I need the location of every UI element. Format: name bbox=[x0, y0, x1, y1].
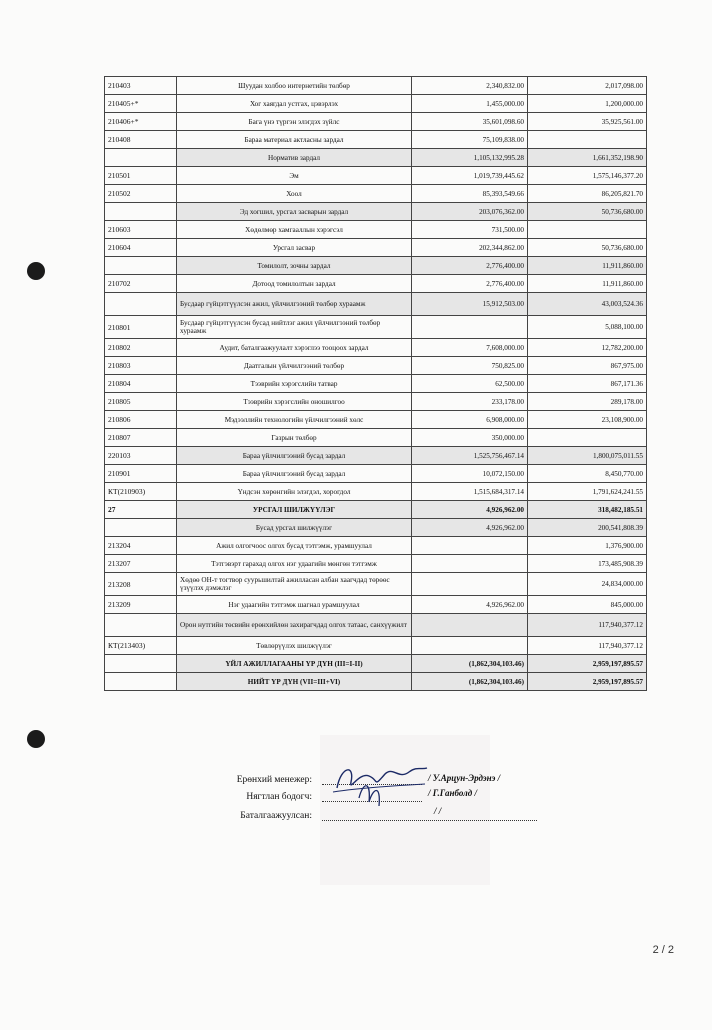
table-row bbox=[105, 131, 647, 149]
current-period-value-cell: (1,862,304,103.46) bbox=[412, 673, 528, 691]
current-period-value-cell: 233,178.00 bbox=[412, 393, 528, 411]
previous-period-value-cell: 2,017,098.00 bbox=[528, 77, 647, 95]
current-period-value-cell bbox=[412, 614, 528, 637]
item-name-cell: Дотоод томилолтын зардал bbox=[177, 275, 412, 293]
current-period-value-cell: 1,455,000.00 bbox=[412, 95, 528, 113]
previous-period-value-cell: 50,736,680.00 bbox=[528, 203, 647, 221]
item-name-cell: Урсгал засвар bbox=[177, 239, 412, 257]
current-period-value-cell: 350,000.00 bbox=[412, 429, 528, 447]
table-row bbox=[105, 257, 647, 275]
current-period-value-cell: 85,393,549.66 bbox=[412, 185, 528, 203]
item-name-cell: НИЙТ ҮР ДҮН (VII=III+VI) bbox=[177, 673, 412, 691]
table-row bbox=[105, 221, 647, 239]
account-code-cell: 210806 bbox=[105, 411, 177, 429]
account-code-cell: 210803 bbox=[105, 357, 177, 375]
previous-period-value-cell: 318,482,185.51 bbox=[528, 501, 647, 519]
item-name-cell: Эд хогшил, урсгал засварын зардал bbox=[177, 203, 412, 221]
current-period-value-cell: 1,515,684,317.14 bbox=[412, 483, 528, 501]
item-name-cell: Норматив зардал bbox=[177, 149, 412, 167]
table-row bbox=[105, 501, 647, 519]
item-name-cell: Эм bbox=[177, 167, 412, 185]
item-name-cell: Тээврийн хэрэгслийн оношилгоо bbox=[177, 393, 412, 411]
item-name-cell: Бусдаар гүйцэтгүүлсэн ажил, үйлчилгээний төлбөр хураамж bbox=[177, 293, 412, 316]
sig-label-accountant: Нягтлан бодогч: bbox=[246, 792, 312, 802]
current-period-value-cell: 731,500.00 bbox=[412, 221, 528, 239]
previous-period-value-cell: 12,782,200.00 bbox=[528, 339, 647, 357]
table-row bbox=[105, 167, 647, 185]
sig-label-verifier: Баталгаажуулсан: bbox=[240, 811, 312, 821]
previous-period-value-cell: 289,178.00 bbox=[528, 393, 647, 411]
table-row bbox=[105, 339, 647, 357]
current-period-value-cell: 75,109,838.00 bbox=[412, 131, 528, 149]
item-name-cell: Ажил олгогчоос олгох бусад тэтгэмж, урамшуулал bbox=[177, 537, 412, 555]
previous-period-value-cell: 117,940,377.12 bbox=[528, 614, 647, 637]
item-name-cell: Нэг удаагийн тэтгэмж шагнал урамшуулал bbox=[177, 596, 412, 614]
table-row bbox=[105, 203, 647, 221]
current-period-value-cell bbox=[412, 573, 528, 596]
current-period-value-cell bbox=[412, 316, 528, 339]
item-name-cell: Төвлөрүүлэх шилжүүлэг bbox=[177, 637, 412, 655]
table-row bbox=[105, 149, 647, 167]
current-period-value-cell: 2,340,832.00 bbox=[412, 77, 528, 95]
table-row bbox=[105, 411, 647, 429]
account-code-cell: 210805 bbox=[105, 393, 177, 411]
table-row bbox=[105, 537, 647, 555]
table-row bbox=[105, 596, 647, 614]
current-period-value-cell: 62,500.00 bbox=[412, 375, 528, 393]
page-number: 2 / 2 bbox=[652, 944, 674, 956]
item-name-cell: Бараа үйлчилгээний бусад зардал bbox=[177, 465, 412, 483]
item-name-cell: Хог хаягдал устгах, цэвэрлэх bbox=[177, 95, 412, 113]
account-code-cell bbox=[105, 673, 177, 691]
sig-name-manager: / У.Арцун-Эрдэнэ / bbox=[428, 773, 501, 783]
table-row bbox=[105, 375, 647, 393]
account-code-cell: 210406+* bbox=[105, 113, 177, 131]
account-code-cell: 213204 bbox=[105, 537, 177, 555]
previous-period-value-cell: 845,000.00 bbox=[528, 596, 647, 614]
table-row bbox=[105, 555, 647, 573]
account-code-cell: 210501 bbox=[105, 167, 177, 185]
current-period-value-cell: 6,908,000.00 bbox=[412, 411, 528, 429]
table-row bbox=[105, 429, 647, 447]
current-period-value-cell: 4,926,962.00 bbox=[412, 501, 528, 519]
account-code-cell: 213209 bbox=[105, 596, 177, 614]
previous-period-value-cell: 5,088,100.00 bbox=[528, 316, 647, 339]
item-name-cell: Хөдөө ОН-т тогтвор суурьшилтай ажилласан албан хаагчдад төрөөс үзүүлэх дэмжлэг bbox=[177, 573, 412, 596]
account-code-cell bbox=[105, 257, 177, 275]
item-name-cell: Мэдээллийн технологийн үйлчилгээний хөлс bbox=[177, 411, 412, 429]
table-row bbox=[105, 357, 647, 375]
table-row bbox=[105, 239, 647, 257]
previous-period-value-cell: 2,959,197,895.57 bbox=[528, 655, 647, 673]
binder-hole-bottom bbox=[27, 730, 45, 748]
account-code-cell bbox=[105, 293, 177, 316]
previous-period-value-cell: 867,171.36 bbox=[528, 375, 647, 393]
table-row bbox=[105, 393, 647, 411]
account-code-cell: 210801 bbox=[105, 316, 177, 339]
account-code-cell bbox=[105, 149, 177, 167]
current-period-value-cell bbox=[412, 555, 528, 573]
account-code-cell: 210804 bbox=[105, 375, 177, 393]
table-row bbox=[105, 95, 647, 113]
table-row bbox=[105, 655, 647, 673]
account-code-cell bbox=[105, 614, 177, 637]
item-name-cell: Хөдөлмөр хамгааллын хэрэгсэл bbox=[177, 221, 412, 239]
current-period-value-cell: 35,601,098.60 bbox=[412, 113, 528, 131]
current-period-value-cell: 4,926,962.00 bbox=[412, 596, 528, 614]
table-row bbox=[105, 275, 647, 293]
current-period-value-cell: 10,072,150.00 bbox=[412, 465, 528, 483]
account-code-cell: 210408 bbox=[105, 131, 177, 149]
previous-period-value-cell: 1,575,146,377.20 bbox=[528, 167, 647, 185]
table-row bbox=[105, 519, 647, 537]
previous-period-value-cell: 8,450,770.00 bbox=[528, 465, 647, 483]
account-code-cell: 27 bbox=[105, 501, 177, 519]
current-period-value-cell: 1,525,756,467.14 bbox=[412, 447, 528, 465]
previous-period-value-cell: 1,376,900.00 bbox=[528, 537, 647, 555]
current-period-value-cell: 1,105,132,995.28 bbox=[412, 149, 528, 167]
item-name-cell: Тээврийн хэрэгслийн татвар bbox=[177, 375, 412, 393]
previous-period-value-cell: 2,959,197,895.57 bbox=[528, 673, 647, 691]
account-code-cell: 210502 bbox=[105, 185, 177, 203]
account-code-cell: КТ(213403) bbox=[105, 637, 177, 655]
table-row bbox=[105, 614, 647, 637]
item-name-cell: Хоол bbox=[177, 185, 412, 203]
item-name-cell: Бага үнэ түргэн элэгдэх зүйлс bbox=[177, 113, 412, 131]
previous-period-value-cell: 867,975.00 bbox=[528, 357, 647, 375]
table-row bbox=[105, 573, 647, 596]
table-row bbox=[105, 316, 647, 339]
table-row bbox=[105, 447, 647, 465]
current-period-value-cell: 7,608,000.00 bbox=[412, 339, 528, 357]
current-period-value-cell: 15,912,503.00 bbox=[412, 293, 528, 316]
previous-period-value-cell: 1,800,075,011.55 bbox=[528, 447, 647, 465]
previous-period-value-cell: 43,003,524.36 bbox=[528, 293, 647, 316]
item-name-cell: Бусад урсгал шилжүүлэг bbox=[177, 519, 412, 537]
previous-period-value-cell: 1,661,352,198.90 bbox=[528, 149, 647, 167]
account-code-cell: 213208 bbox=[105, 573, 177, 596]
previous-period-value-cell: 11,911,860.00 bbox=[528, 275, 647, 293]
item-name-cell: Үндсэн хөрөнгийн элэгдэл, хорогдол bbox=[177, 483, 412, 501]
current-period-value-cell bbox=[412, 637, 528, 655]
account-code-cell: 210702 bbox=[105, 275, 177, 293]
previous-period-value-cell bbox=[528, 131, 647, 149]
account-code-cell: 210807 bbox=[105, 429, 177, 447]
current-period-value-cell: 202,344,862.00 bbox=[412, 239, 528, 257]
previous-period-value-cell: 35,925,561.00 bbox=[528, 113, 647, 131]
sig-name-verifier: / / bbox=[434, 806, 442, 816]
previous-period-value-cell bbox=[528, 429, 647, 447]
table-row bbox=[105, 465, 647, 483]
item-name-cell: Газрын төлбөр bbox=[177, 429, 412, 447]
current-period-value-cell: 2,776,400.00 bbox=[412, 275, 528, 293]
previous-period-value-cell: 86,205,821.70 bbox=[528, 185, 647, 203]
previous-period-value-cell: 200,541,808.39 bbox=[528, 519, 647, 537]
table-row bbox=[105, 293, 647, 316]
previous-period-value-cell: 50,736,680.00 bbox=[528, 239, 647, 257]
previous-period-value-cell bbox=[528, 221, 647, 239]
account-code-cell: КТ(210903) bbox=[105, 483, 177, 501]
table-row bbox=[105, 483, 647, 501]
previous-period-value-cell: 173,485,908.39 bbox=[528, 555, 647, 573]
account-code-cell: 220103 bbox=[105, 447, 177, 465]
item-name-cell: Бараа үйлчилгээний бусад зардал bbox=[177, 447, 412, 465]
previous-period-value-cell: 117,940,377.12 bbox=[528, 637, 647, 655]
item-name-cell: Аудит, баталгаажуулалт хэрэглээ тооцоох зардал bbox=[177, 339, 412, 357]
account-code-cell: 210901 bbox=[105, 465, 177, 483]
sig-label-manager: Ерөнхий менежер: bbox=[236, 775, 312, 785]
handwritten-signature bbox=[329, 758, 434, 810]
current-period-value-cell: 1,019,739,445.62 bbox=[412, 167, 528, 185]
item-name-cell: Томилолт, зочны зардал bbox=[177, 257, 412, 275]
previous-period-value-cell: 23,108,900.00 bbox=[528, 411, 647, 429]
table-row bbox=[105, 113, 647, 131]
account-code-cell bbox=[105, 203, 177, 221]
account-code-cell: 210405+* bbox=[105, 95, 177, 113]
table-row bbox=[105, 673, 647, 691]
table-row bbox=[105, 77, 647, 95]
previous-period-value-cell: 24,834,000.00 bbox=[528, 573, 647, 596]
account-code-cell: 210604 bbox=[105, 239, 177, 257]
binder-hole-top bbox=[27, 262, 45, 280]
item-name-cell: УРСГАЛ ШИЛЖҮҮЛЭГ bbox=[177, 501, 412, 519]
account-code-cell: 213207 bbox=[105, 555, 177, 573]
item-name-cell: Бусдаар гүйцэтгүүлсэн бусад нийтлэг ажил үйлчилгээний төлбөр хураамж bbox=[177, 316, 412, 339]
item-name-cell: Тэтгэвэрт гарахад олгох нэг удаагийн мөнгөн тэтгэмж bbox=[177, 555, 412, 573]
previous-period-value-cell: 11,911,860.00 bbox=[528, 257, 647, 275]
current-period-value-cell bbox=[412, 537, 528, 555]
financial-table bbox=[104, 76, 647, 691]
current-period-value-cell: 750,825.00 bbox=[412, 357, 528, 375]
account-code-cell bbox=[105, 519, 177, 537]
sig-line-verifier bbox=[322, 810, 537, 821]
signature-block bbox=[214, 772, 544, 832]
item-name-cell: Шуудан холбоо интернетийн төлбөр bbox=[177, 77, 412, 95]
sig-name-accountant: / Г.Ганболд / bbox=[428, 788, 477, 798]
current-period-value-cell: (1,862,304,103.46) bbox=[412, 655, 528, 673]
account-code-cell: 210403 bbox=[105, 77, 177, 95]
current-period-value-cell: 203,076,362.00 bbox=[412, 203, 528, 221]
current-period-value-cell: 2,776,400.00 bbox=[412, 257, 528, 275]
item-name-cell: Орон нутгийн төсвийн ерөнхийлөн захирагчдад олгох татаас, санхүүжилт bbox=[177, 614, 412, 637]
item-name-cell: Даатгалын үйлчилгээний төлбөр bbox=[177, 357, 412, 375]
account-code-cell: 210802 bbox=[105, 339, 177, 357]
account-code-cell: 210603 bbox=[105, 221, 177, 239]
account-code-cell bbox=[105, 655, 177, 673]
table-row bbox=[105, 637, 647, 655]
current-period-value-cell: 4,926,962.00 bbox=[412, 519, 528, 537]
item-name-cell: ҮЙЛ АЖИЛЛАГААНЫ ҮР ДҮН (III=I-II) bbox=[177, 655, 412, 673]
table-row bbox=[105, 185, 647, 203]
item-name-cell: Бараа материал актласны зардал bbox=[177, 131, 412, 149]
previous-period-value-cell: 1,200,000.00 bbox=[528, 95, 647, 113]
previous-period-value-cell: 1,791,624,241.55 bbox=[528, 483, 647, 501]
